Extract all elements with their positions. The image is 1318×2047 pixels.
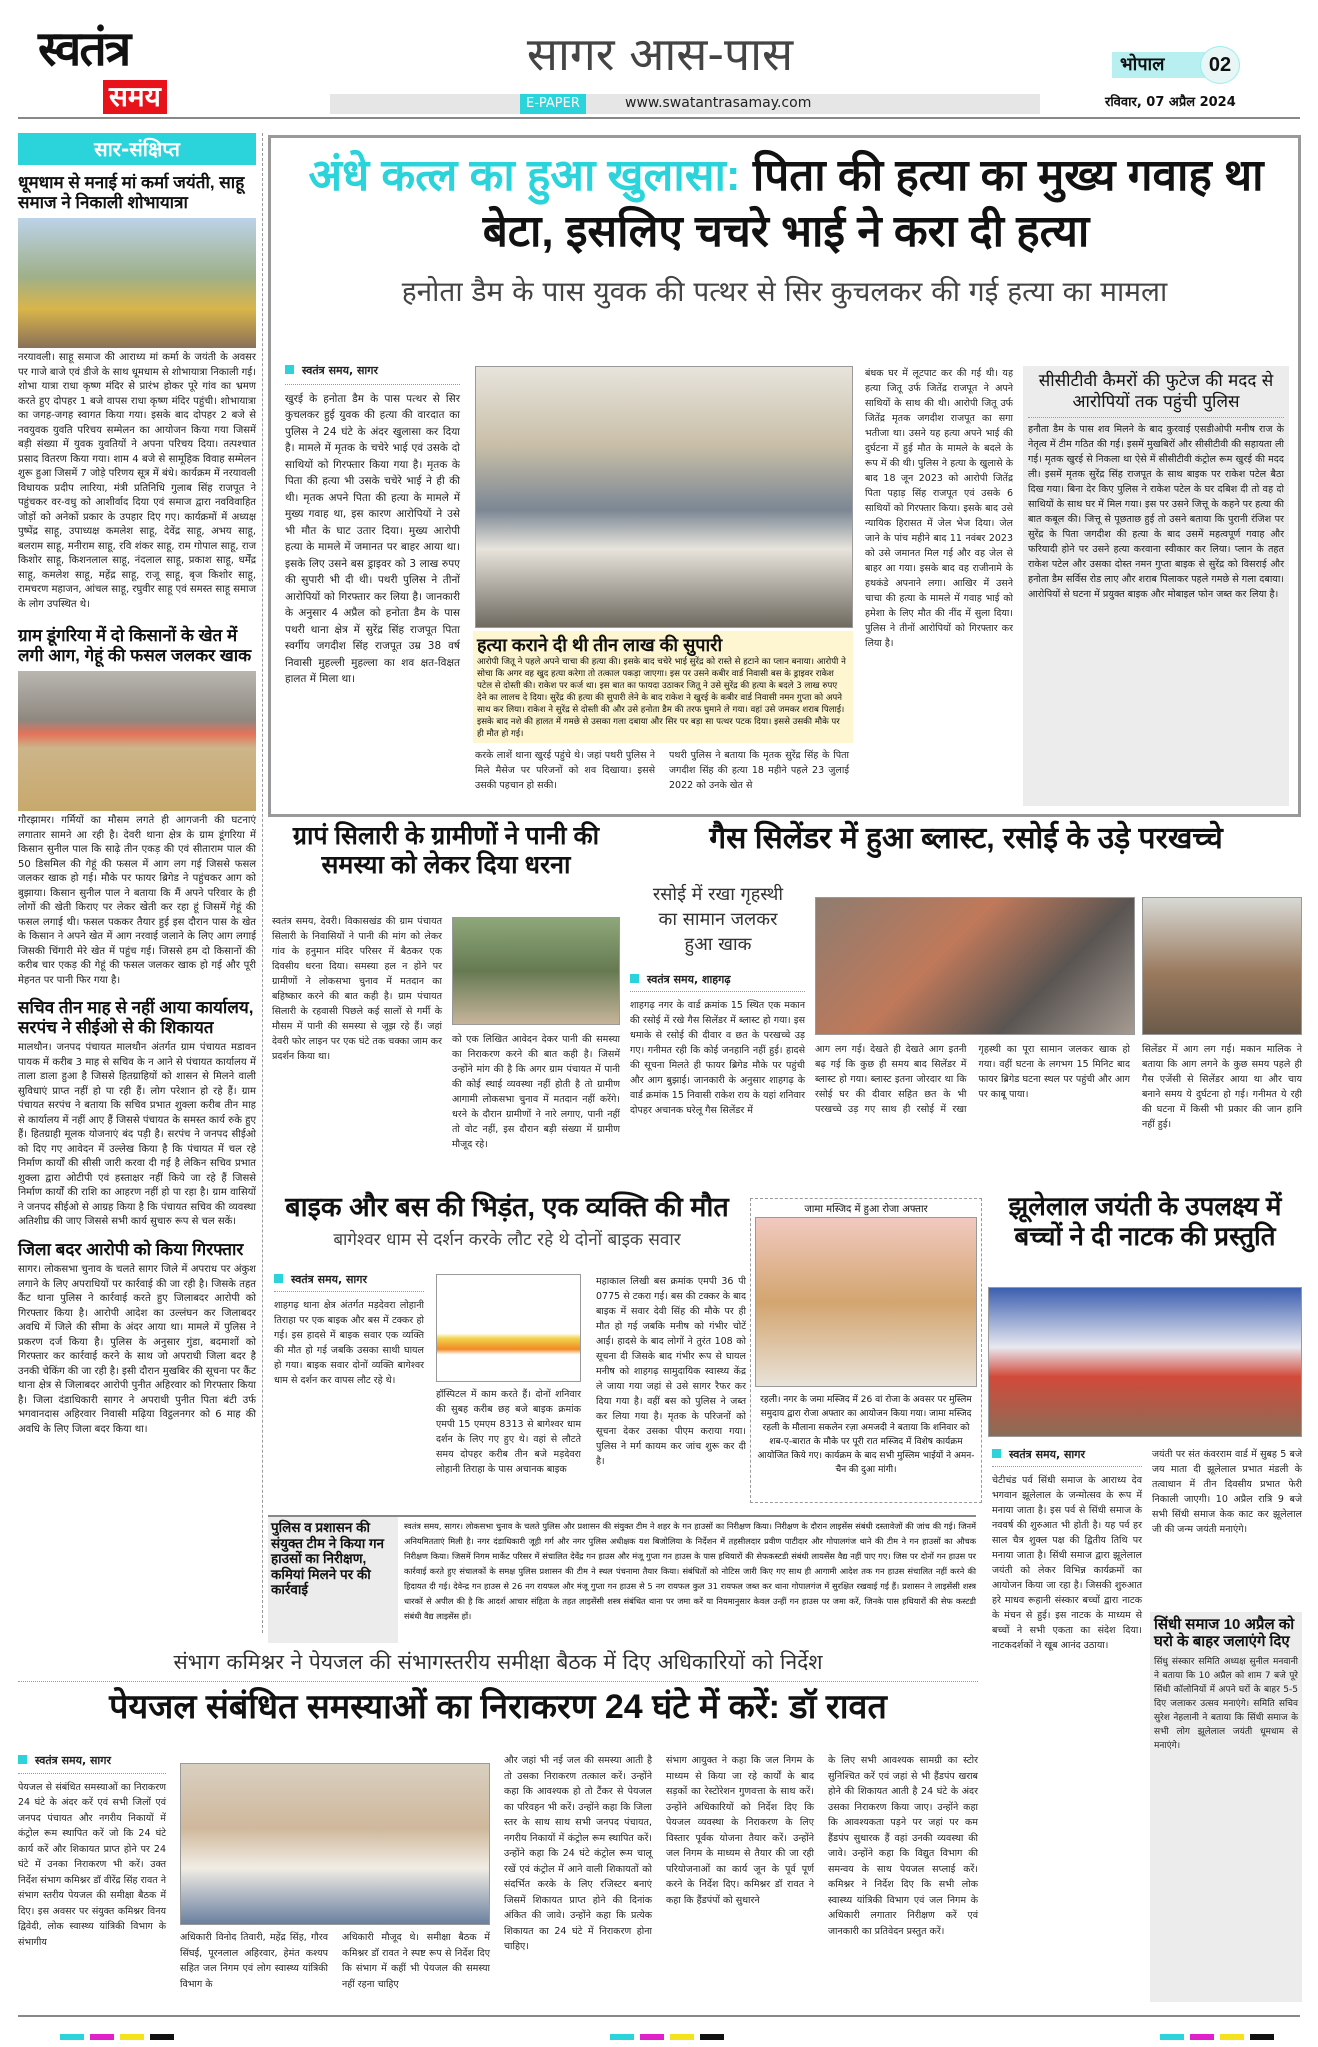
brief-body: नरयावली। साहू समाज की आराध्य मां कर्मा के जयंती के अवसर पर गाजे बाजे एवं डीजे के साथ धूमधाम से शोभायात्रा निकाली गई। शोभा यात्रा राधा कृष्ण मंदिर से प्रारंभ होकर पूरे गांव का भ्रमण करते हुए दोपहर 1 बजे वापस राधा कृष्ण मंदिर पहुंची। शोभायात्रा का जगह-जगह स्वागत किया गया। इसके बाद दोपहर 2 बजे से नवयुवक युवति परिचय सम्मेलन का आयोजन किया गया जिसमें बड़ी संख्या में युवक युवतियों ने अपना परिचय दिया। तत्पश्चात प्रसाद वितरण किया गया। शाम 4 बजे से सामूहिक विवाह सम्मेलन शुरू हुआ जिसमें 7 जोड़े परिणय सूत्र में बंधे। कार्यक्रम में नरयावली विधायक प्रदीप लारिया, मंत्री प्रतिनिधि गुलाब सिंह राजपूत ने पहुंचकर वर-वधु को आशीर्वाद दिया एवं समाज द्वारा नवविवाहित जोड़ों को अनेकों प्रकार के उपहार दिए गए। कार्यक्रमों में अध्यक्ष पुष्पेंद्र साहू, उपाध्यक्ष कमलेश साहू, देवेंद्र साहू, अभय साहू, बलराम साहू, मनीराम साहू, रवि शंकर साहू, राम गोपाल साहू, राज किशोर साहू, किशनलाल साहू, नंदलाल साहू, प्रकाश साहू, धर्मेंद्र साहू, कमलेश साहू, महेंद्र साहू, राजू साहू, बृज किशोर साहू, रामचरण महाजन, आंचल साहू, रघुवीर साहू एवं समस्त साहू समाज के लोग उपस्थित थे। (18, 352, 256, 610)
masthead-rule (18, 117, 1300, 119)
sidebar-label: सार-संक्षिप्त (18, 133, 256, 165)
page-number: 02 (1200, 46, 1240, 84)
gas-body-text: शाहगढ़ नगर के वार्ड क्रमांक 15 स्थित एक मकान की रसोई में रखे गैस सिलेंडर में ब्लास्ट हो गया। इस धमाके से रसोई की दीवार व छत के परखच्चे उड़ गए। गनीमत रही कि कोई जनहानि नहीं हुई। हादसे की सूचना मिलते ही फायर ब्रिगेड मौके पर पहुंची और आग बुझाई। जानकारी के अनुसार शाहगढ़ के वार्ड क्रमांक 15 निवासी राकेश राय के यहां शनिवार दोपहर अचानक घरेलू गैस सिलेंडर में (630, 1000, 805, 1116)
jhulelal-story (988, 1191, 1302, 1751)
brief-body: गौरझामर। गर्मियों का मौसम लगते ही आगजनी की घटनाएं लगातार सामने आ रही है। देवरी थाना क्षेत्र के ग्राम डूंगरिया में किसान सुनील पाल कि साढ़े तीन एकड़ की एवं सीताराम पाल की 50 डिसमिल की गेहूं की फसल में आग लग गई जिससे फसल जलकर खाक हो गई। मौके पर फायर ब्रिगेड ने पहुंचकर आग को बुझाया। किसान सुनील पाल ने बताया कि मैं अपने परिवार के ही लोगों की खेती किराए पर लेकर खेती कर रहा हूं जिसमें गेहूं की फसल लगाई थी। फसल पककर तैयार हुई इस दौरान पास के खेत के किसान ने अपने खेत में आग नरवाई जलाने के लिए आग लगाई जिसकी चिंगारी मेरे खेत में पहुंच गई। जिससे हम दो किसानों की करीब चार एकड़ की गेहूं की फसल जलकर खाक हो गई और पूरी मेहनत पर पानी फिर गया है। (18, 815, 256, 986)
meeting-photo (180, 1763, 490, 1925)
water-body: अधिकारी मौजूद थे। समीक्षा बैठक में कमिश्नर डॉ रावत ने स्पष्ट रूप से निर्देश दिए कि संभाग में कहीं भी पेयजल की समस्या नहीं रहना चाहिए (342, 1932, 490, 1990)
accident-illustration (436, 1274, 581, 1382)
section-title: सागर आस-पास (526, 27, 794, 81)
lead-body: खुरई के हनोता डैम के पास पत्थर से सिर कुचलकर हुई युवक की हत्या की वारदात का पुलिस ने 24 घंटे के अंदर खुलासा कर दिया है। मामले में मृतक के चचेरे भाई एवं उसके दो साथियों को गिरफ्तार किया गया है। मृतक के पिता की हत्या भी उसके चचेरे भाई ने ही की थी। मृतक अपने पिता की हत्या के मामले में मुख्य गवाह था, इस कारण आरोपियों ने उसे भी मौत के घाट उतार दिया। मुख्य आरोपी हत्या के मामले में जमानत पर बाहर आया था। इसके लिए उसने बस ड्राइवर को 3 लाख रुपए की सुपारी भी दी थी। पथरी पुलिस ने तीनों आरोपियों को गिरफ्तार कर लिया है। जानकारी के अनुसार 4 अप्रैल को हनोता डैम के पास पथरी थाना क्षेत्र में सुरेंद्र सिंह राजपूत पिता स्वर्गीय जगदीश सिंह राजपूत उम्र 38 वर्ष निवासी मुहल्ली मुहल्ला का शव क्षत-विक्षत हालत में मिला था। (285, 392, 460, 685)
gas-story (630, 822, 1302, 1182)
masjid-caption: रहली। नगर के जमा मस्जिद में 26 वां रोजा के अवसर पर मुस्लिम समुदाय द्वारा रोजा अफ्तार का आयोजन किया गया। जामा मस्जिद रहली के मौलाना सकलेन रज़ा अमजदी ने बताया कि शनिवार को शब-ए-बारात के मौके पर पूरी रात मस्जिद में विशेष कार्यक्रम आयोजित किये गए। कार्यक्रम के बाद सभी मुस्लिम भाईयों ने अमन-चैन की दुआ मांगी। (757, 1395, 975, 1475)
lead-story (268, 135, 1301, 817)
lead-body: बंधक घर में लूटपाट कर की गई थी। यह हत्या जितू उर्फ जितेंद्र राजपूत ने अपने साथियों के साथ की थी। आरोपी जितू उर्फ जितेंद्र मृतक जगदीश राजपूत का सगा भतीजा था। उसने यह हत्या अपने भाई की दुर्घटना में हुई मौत के मामले के बदले के रूप में की थी। पुलिस ने हत्या के खुलासे के बाद 18 जून 2023 को आरोपी जितेंद्र पिता पहाड़ सिंह राजपूत एवं उसके 6 साथियों को गिरफ्तार किया। इसके बाद उसे न्यायिक हिरासत में जेल भेज दिया। जेल जाने के पांच महीने बाद 11 नवंबर 2023 को उसे जमानत मिल गई और वह जेल से बाहर आ गया। इसके बाद वह राजीनामे के हथकंडे अपनाने लगा। आखिर में उसने चाचा की हत्या के मामले में गवाह भाई को हमेशा के लिए मौत की नींद में सुला दिया। पुलिस ने तीनों आरोपियों को गिरफ्तार कर लिया है। (865, 368, 1013, 649)
bike-subhead: बागेश्वर धाम से दर्शन करके लौट रहे थे दोनों बाइक सवार (333, 1230, 681, 1251)
brief-title: जिला बदर आरोपी को किया गिरफ्तार (18, 1239, 244, 1259)
issue-date: रविवार, 07 अप्रैल 2024 (1105, 95, 1236, 110)
lead-dateline: स्वतंत्र समय, सागर (285, 363, 460, 385)
epaper-label: E-PAPER (520, 94, 586, 114)
blast-debris-photo (815, 897, 1135, 1035)
cctv-body: हनौता डैम के पास शव मिलने के बाद कुरवाई एसडीओपी मनीष राज के नेतृत्व में टीम गठित की गई। इसमें मुखबिरों और सीसीटीवी की सहायता ली गई। मृतक खुरई से निकला था ऐसे में सीसीटीवी कंट्रोल रूम खुरई की मदद ली। इसमें मृतक सुरेंद्र सिंह राजपूत के साथ बाइक पर राकेश पटेल बैठा दिख गया। बिना देर किए पुलिस ने राकेश पटेल के घर दबिश दी तो वह दो साथियों के साथ घर में मिल गया। इस पर उसने जित्तू के कहने पर हत्या की बात कबूल की। जित्तू से पूछताछ हुई तो उसने बताया कि पुरानी रंजिश पर सुरेंद्र के पिता जगदीश की हत्या के बाद उसमें महत्वपूर्ण गवाह और फरियादी होने पर उसने हत्या करवाना स्वीकार कर लिया। प्लान के तहत राकेश पटेल और उसका दोस्त नमन गुप्ता बाइक से सुरेंद्र को विसराई और हनोता डैम सर्विस रोड लाए और शराब पिलाकर पहले गमछे से गला दबाया। आरोपियों से घटना में प्रयुक्त बाइक और मोबाइल फोन जब्त कर लिया है। (1028, 424, 1284, 600)
jhulelal-title: झूलेलाल जयंती के उपलक्ष्य में बच्चों ने दी नाटक की प्रस्तुति (1008, 1191, 1282, 1251)
play-photo (988, 1287, 1302, 1437)
water-story (18, 1648, 978, 2018)
protest-photo (452, 917, 620, 1025)
water-body: और जहां भी नई जल की समस्या आती है तो उसका निराकरण तत्काल करें। उन्होंने कहा कि आवश्यक हो तो टैंकर से पेयजल का परिवहन भी करें। उन्होंने कहा कि जिला स्तर के साथ साथ सभी जनपद पंचायत, नगरीय निकायों में कंट्रोल रूम स्थापित करें। उन्होंने कहा कि 24 घंटे कंट्रोल रूम चालू रखें एवं कंट्रोल में आने वाली शिकायतों को संदर्भित करके के लिए रजिस्टर बनाएं जिसमें शिकायत प्राप्त होने की दिनांक अंकित की जावे। उन्होंने कहा कि प्रत्येक शिकायत का 24 घंटे में निराकरण होना चाहिए। (504, 1755, 652, 1952)
silari-body: स्वतंत्र समय, देवरी। विकासखंड की ग्राम पंचायत सिलारी के निवासियों ने पानी की मांग को लेकर गांव के हनुमान मंदिर परिसर में बैठकर एक दिवसीय धरना दिया। समस्या हल न होने पर ग्रामीणों ने लोकसभा चुनाव में मतदान का बहिष्कार करने की बात कही है। ग्राम पंचायत सिलारी के रहवासी पिछले कई सालों से गर्मी के मौसम में पानी की समस्या से जूझ रहे हैं। जहां देवरी फोर लाइन पर एक घंटे तक चक्का जाम कर प्रदर्शन किया था। (272, 916, 442, 1062)
jhulelal-body: जयंती पर संत कंवरराम वार्ड में सुबह 5 बजे जय माता दी झूलेलाल प्रभात मंडली के तत्वाधान में तीन दिवसीय प्रभात फेरी निकाली जाएगी। 10 अप्रैल रात्रि 9 बजे सभी सिंधी समाज केक काट कर झूलेलाल जी की जन्म जयंती मनाएंगे। (1152, 1449, 1302, 1535)
brief-title: सचिव तीन माह से नहीं आया कार्यालय, सरपंच ने सीईओ से की शिकायत (18, 998, 254, 1037)
gas-dateline: स्वतंत्र समय, शाहगढ़ (630, 972, 805, 992)
gunhouse-body: स्वतंत्र समय, सागर। लोकसभा चुनाव के चलते पुलिस और प्रशासन की संयुक्त टीम ने शहर के गन हाउसों का निरीक्षण किया। निरीक्षण के दौरान लाइसेंस संबंधी दस्तावेजों की जांच की गई। जिनमें अनियमितताएं मिली है। नगर दंडाधिकारी जूही गर्ग और नगर पुलिस अधीक्षक यश बिजोलिया के निर्देशन में तहसीलदार प्रवीण पाटीदार और गोपालगंज थाने की टीम ने गन हाउसों का औचक निरीक्षण किया। जिसमें निगम मार्केट परिसर में संचालित देवेंद्र गन हाउस और मंजू गुप्ता गन हाउस के पास हथियारों की सेफकस्टडी संबंधी लायसेंस वैद्य नहीं पाए गए। जिस पर दोनों गन हाउस पर कार्रवाई करते हुए संचालकों के समक्ष पुलिस प्रशासन की टीम ने स्थल पंचनामा तैयार किया। संबंधितों को नोटिस जारी किए गए साथ ही आगामी आदेश तक गन हाउस संचालित नहीं करने की हिदायत दी गई। देवेन्द्र गन हाउस से 26 नग रायफल और मंजू गुप्ता गन हाउस से 5 नग रायफल कुल 31 रायफल जब्त कर थाना गोपालगंज में सुरक्षित रखवाई गई हैं। प्रशासन ने लाइसेंसी शस्त्र धारकों से अपील की है कि आदर्श आचार संहिता के तहत लाइसेंसी शस्त्र संबंधित थाना पर जमा करें या नियमानुसार केवल उन्हीं गन हाउस पर जमा करें, जिनके पास हथियारों की सेफ कस्टडी संबंधी वैद्य लाइसेंस हों। (404, 1521, 976, 1621)
logo-bottom: समय (103, 80, 167, 114)
water-body: अधिकारी विनोद तिवारी, महेंद्र सिंह, गौरव सिंघई, पूरनलाल अहिरवार, हेमंत कश्यप सहित जल निगम एवं लोग स्वास्थ्य यांत्रिकी विभाग के (180, 1932, 328, 1990)
supari-title: हत्या कराने दी थी तीन लाख की सुपारी (477, 635, 723, 655)
bike-bus-story (268, 1192, 746, 1502)
water-body: के लिए सभी आवश्यक सामग्री का स्टोर सुनिश्चित करें एवं जहां से भी हैंडपंप खराब होने की शिकायत आती है 24 घंटे के अंदर उसका निराकरण किया जाए। उन्होंने कहा कि आवश्यकता पड़ने पर जहां पर कम हैंडपंप सुधारक हैं वहां उनकी व्यवस्था की जावे। उन्होंने कहा कि विद्युत विभाग की समन्वय के साथ पेयजल सप्लाई करें। कमिश्नर ने निर्देश दिए कि सभी लोक स्वास्थ्य यांत्रिकी विभाग एवं जल निगम के अधिकारी लगातार निरीक्षण करें एवं जानकारी का प्रतिवेदन प्रस्तुत करें। (828, 1755, 978, 1937)
gunhouse-title: पुलिस व प्रशासन की संयुक्त टीम ने किया गन हाउसों का निरीक्षण, कमियां मिलने पर की कार्रवाई (268, 1517, 398, 1643)
gas-body (630, 972, 805, 1118)
lead-headline-highlight: अंधे कत्ल का हुआ खुलासा: (308, 151, 741, 200)
bike-body: हॉस्पिटल में काम करते हैं। दोनों शनिवार की सुबह करीब छह बजे बाइक क्रमांक एमपी 15 एमएम 8313 से बागेश्वर धाम दर्शन के लिए गए हुए थे। वहां से लौटते समय दोपहर करीब तीन बजे मड़देवरा लोहानी तिराहा के पास अचानक बाइक (436, 1389, 581, 1475)
gas-title: गैस सिलेंडर में हुआ ब्लास्ट, रसोई के उड़े परखच्चे (709, 822, 1223, 855)
brief-title: धूमधाम से मनाई मां कर्मा जयंती, साहू समाज ने निकाली शोभायात्रा (18, 173, 245, 212)
cctv-title: सीसीटीवी कैमरों की फुटेज की मदद से आरोपियों तक पहुंची पुलिस (1028, 371, 1284, 418)
accused-photo (475, 366, 853, 628)
silari-title: ग्रापं सिलारी के ग्रामीणों ने पानी की समस्या को लेकर दिया धरना (292, 822, 600, 879)
water-title: पेयजल संबंधित समस्याओं का निराकरण 24 घंटे में करें: डॉ रावत (109, 1688, 887, 1726)
edition-name: भोपाल (1120, 54, 1165, 74)
sindhi-box (1150, 1612, 1302, 2002)
procession-photo (18, 218, 256, 348)
sindhi-title: सिंधी समाज 10 अप्रैल को घरो के बाहर जलाएंगे दिए (1154, 1616, 1295, 1651)
lead-subhead: हनोता डैम के पास युवक की पत्थर से सिर कुचलकर की गई हत्या का मामला (401, 275, 1168, 308)
jhulelal-dateline: स्वतंत्र समय, सागर (992, 1447, 1142, 1467)
color-bar (1160, 2025, 1280, 2044)
brief-body: मालथौन। जनपद पंचायत मालथौन अंतर्गत ग्राम पंचायत मडावन पायक में करीब 3 माह से सचिव के न आने से पंचायत कार्यालय में ताला डाला हुआ है जिससे हितग्राहियों को शासन से मिलने वाली सुविधाएं प्राप्त नहीं हो पा रही हैं। लोग परेशान हो रहे हैं। ग्राम पंचायत सरपंच ने बताया कि सचिव प्रभात शुक्ला करीब तीन माह से कार्यालय में नहीं आए हैं जिससे पंचायत के समस्त कार्य रुके हुए हैं। हितग्राही मूलक योजनाएं बंद पड़ी है। सरपंच ने जनपद सीईओ को दिए गए आवेदन में उल्लेख किया है कि पंचायत में चल रहे निर्माण कार्यों की सीसी जारी करवा दी गई है लेकिन सचिव प्रभात शुक्ला द्वारा ओटीपी एवं हस्ताक्षर नहीं किये जा रहे हैं जिससे निर्माण कार्यों की राशि का आहरण नहीं हो पा रहा है। ग्राम वासियों ने जनपद सीईओ से आग्रह किया है कि पंचायत सचिव की व्यवस्था अतिशीघ्र की जाए जिससे सभी कार्य सुचारु रूप से चल सकें। (18, 1042, 256, 1228)
lead-headline-rest: पिता की हत्या का मुख्य गवाह था बेटा, इसलिए चचरे भाई ने करा दी हत्या (482, 151, 1264, 256)
bike-title: बाइक और बस की भिड़ंत, एक व्यक्ति की मौत (285, 1192, 729, 1222)
iftar-photo (755, 1217, 977, 1387)
lead-body: पथरी पुलिस ने बताया कि मृतक सुरेंद्र सिंह के पिता जगदीश सिंह की हत्या 18 महीने पहले 23 जुलाई 2022 को उनके खेत से (669, 750, 849, 791)
masjid-box (750, 1198, 982, 1503)
fire-photo (18, 671, 256, 811)
gas-body: सिलेंडर में आग लग गई। मकान मालिक ने बताया कि आग लगने के कुछ समय पहले ही गैस एजेंसी से सिलेंडर आया था और चाय बनाने समय ये दुर्घटना हो गई। गनीमत ये रही की घटना में किसी भी प्रकार की जान हानि नहीं हुई। (1142, 1044, 1302, 1130)
lead-col-1 (285, 363, 460, 688)
color-bar (60, 2025, 180, 2044)
jhulelal-body: चेटीचंड पर्व सिंधी समाज के आराध्य देव भगवान झूलेलाल के जन्मोत्सव के रूप में मनाया जाता है। इस पर्व से सिंधी समाज के नववर्ष की शुरुआत भी होती है। यह पर्व हर साल चैत्र शुक्ल पक्ष की द्वितीय तिथि पर मनाया जाता है। सिंधी समाज द्वारा झूलेलाल जयंती को लेकर विभिन्न कार्यक्रमों का आयोजन किया जा रहा है। जिसकी शुरुआत हरे माधव रूहानी संस्कार बच्चों द्वारा नाटक के मंचन से हुई। इस नाटक के माध्यम से बच्चों ने सभी एकता का संदेश दिया। नाटकदर्शकों ने खूब आनंद उठाया। (992, 1475, 1142, 1651)
supari-body: आरोपी जितू ने पहले अपने चाचा की हत्या की। इसके बाद चचेरे भाई सुरेंद्र को रास्ते से हटाने का प्लान बनाया। आरोपी ने सोचा कि अगर वह खुद हत्या करेगा तो तत्काल पकड़ा जाएगा। इस पर उसने कबीर वार्ड निवासी बस के ड्राइवर राकेश पटेल से दोस्ती की। राकेश पर कर्ज था। इस बात का फायदा उठाकर जितू ने उसे सुरेंद्र की हत्या के बदले 3 लाख रुपए देने का लालच दे दिया। सुरेंद्र की हत्या की सुपारी लेने के बाद राकेश ने खुरई के कबीर वार्ड निवासी नमन गुप्ता को अपने साथ कर लिया। राकेश ने सुरेंद्र से दोस्ती की और उसे हनोता डैम की तरफ घुमाने ले गया। वहां उसे जमकर शराब पिलाई। इसके बाद नशे की हालत में गमछे से उसका गला दबाया और सिर पर बड़ा सा पत्थर पटक दिया। इससे उसकी मौके पर ही मौत हो गई। (477, 656, 846, 739)
damaged-house-photo (1142, 897, 1302, 1035)
masjid-tag: जामा मस्जिद में हुआ रोजा अफ्तार (804, 1204, 928, 1215)
sidebar (18, 133, 256, 1633)
gas-body: आग लग गई। देखते ही देखते आग इतनी बढ़ गई कि कुछ ही समय बाद सिलेंडर में ब्लास्ट हो गया। ब्लास्ट इतना जोरदार था कि रसोई घर की दीवार सहित छत के भी परखच्चे उड़ गए साथ ही रसोई में रखा गृहस्थी का पूरा सामान जलकर खाक हो गया। वहीं घटना के लगभग 15 मिनिट बाद फायर ब्रिगेड घटना स्थल पर पहुंची और आग पर काबू पाया। (815, 1044, 1130, 1115)
brief-title: ग्राम डूंगरिया में दो किसानों के खेत में लगी आग, गेहूं की फसल जलकर खाक (18, 626, 252, 665)
brief-body: सागर। लोकसभा चुनाव के चलते सागर जिले में अपराध पर अंकुश लगाने के लिए अपराधियों पर कार्रवाई की जा रही है। जिसके तहत कैंट थाना पुलिस ने कार्रवाई करते हुए जिलाबदर आरोपी को गिरफ्तार किया है। आरोपी आदेश का उल्लंघन कर जिलाबदर अवधि में जिले की सीमा के अंदर आया था। मामले में पुलिस ने प्रकरण दर्ज किया है। पुलिस के अनुसार गुंडा, बदमाशों को गिरफ्तार कर कार्रवाई करने के साथ जो अपराधी जिला बदर है उनकी चेकिंग की जा रही है। इसी दौरान मुखबिर की सूचना पर कैंट थाना क्षेत्र से जिलाबदर आरोपी पुनीत अहिरवार को गिरफ्तार किया है। जिला दंडाधिकारी सागर ने अपराधी पुनीत पिता बंटी उर्फ भगवानदास अहिरवार निवासी मढ़िया विट्ठलनगर को 6 माह की अवधि के लिए जिला बदर किया था। (18, 1264, 257, 1435)
silari-story (272, 822, 620, 1182)
color-bar (610, 2025, 730, 2044)
water-body: संभाग आयुक्त ने कहा कि जल निगम के माध्यम से किया जा रहे कार्यों के बाद सड़कों का रेस्टोरेशन गुणवत्ता के साथ करें। उन्होंने अधिकारियों को निर्देश दिए कि पेयजल व्यवस्था के निराकरण के लिए विस्तार पूर्वक योजना तैयार करें। उन्होंने जल निगम के माध्यम से तैयार की जा रही परियोजनाओं का कार्य जून के पूर्व पूर्ण करने के निर्देश दिए। कमिश्नर डॉ रावत ने कहा कि हैंडपंपों को सुधारने (666, 1755, 814, 1906)
sidebar-divider (262, 133, 263, 1633)
lead-body: करके लाशें थाना खुरई पहुंचे थे। जहां पथरी पुलिस ने मिले मैसेज पर परिजनों को शव दिखाया। इससे उसकी पहचान हो सकी। (475, 750, 655, 791)
color-registration-marks (60, 2025, 1280, 2044)
masthead (0, 0, 1318, 120)
sindhi-body: सिंधु संस्कार समिति अध्यक्ष सुनील मनवानी ने बताया कि 10 अप्रैल को शाम 7 बजे पूरे सिंधी कॉलोनियों में अपने घरों के बाहर 5-5 दिए जलाकर उत्सव मनाएंगे। समिति सचिव सुरेश नेहलानी ने बताया कि सिंधी समाज के सभी लोग झूलेलाल जयंती धूमधाम से मनाएंगे। (1154, 1656, 1298, 1751)
bike-body: शाहगढ़ थाना क्षेत्र अंतर्गत मड़देवरा लोहानी तिराहा पर एक बाइक और बस में टक्कर हो गई। इस हादसे में बाइक सवार एक व्यक्ति की मौत हो गई जबकि उसका साथी घायल हो गया। बाइक सवार दोनों व्यक्ति बागेश्वर धाम से दर्शन कर वापस लौट रहे थे। (274, 1300, 424, 1386)
silari-body: को एक लिखित आवेदन देकर पानी की समस्या का निराकरण करने की बात कही है। जिसमें उन्होंने मांग की है कि अगर ग्राम पंचायत में पानी की कोई स्थाई व्यवस्था नहीं होती है तो ग्रामीण आगामी लोकसभा चुनाव में मतदान नहीं करेंगे। धरने के दौरान ग्रामीणों ने नारे लगाए, पानी नहीं तो वोट नहीं, इस दौरान बड़ी संख्या में ग्रामीण मौजूद रहे। (452, 1034, 620, 1150)
lead-headline (291, 148, 1281, 260)
water-dateline: स्वतंत्र समय, सागर (18, 1753, 166, 1774)
cctv-box (1023, 366, 1289, 806)
website-link[interactable]: www.swatantrasamay.com (625, 95, 812, 111)
water-kicker: संभाग कमिश्नर ने पेयजल की संभागस्तरीय समीक्षा बैठक में दिए अधिकारियों को निर्देश (18, 1648, 978, 1682)
water-col-1 (18, 1753, 166, 1950)
jhulelal-col-1 (992, 1447, 1142, 1653)
gunhouse-story (268, 1515, 976, 1643)
water-body: पेयजल से संबंधित समस्याओं का निराकरण 24 घंटे के अंदर करें एवं सभी जिलों एवं जनपद पंचायत और नगरीय निकायों में कंट्रोल रूम स्थापित करें जो कि 24 घंटे कार्य करें और शिकायत प्राप्त होने पर 24 घंटे में उनका निराकरण भी करें। उक्त निर्देश संभाग कमिश्नर डॉ वीरेंद्र सिंह रावत ने संभाग स्तरीय पेयजल की समीक्षा बैठक में दिए। इस अवसर पर संयुक्त कमिश्नर विनय द्विवेदी, लोक स्वास्थ्य यांत्रिकी विभाग के संभागीय (18, 1781, 166, 1948)
bike-body: महाकाल लिखी बस क्रमांक एमपी 36 पी 0775 से टकरा गई। बस की टक्कर के बाद बाइक में सवार देवी सिंह की मौके पर ही मौत हो गई जबकि मनीष को गंभीर चोटें आईं। हादसे के बाद लोगों ने तुरंत 108 को सूचना दी जिसके बाद गंभीर रूप से घायल मनीष को शाहगढ़ सामुदायिक स्वास्थ्य केंद्र ले जाया गया जहां से उसे सागर रैफर कर दिया गया है। वहीं बस को पुलिस ने जब्त कर लिया गया है। मृतक के परिजनों को सूचना देकर उसका पीएम कराया गया। पुलिस ने मर्ग कायम कर जांच शुरू कर दी है। (596, 1276, 746, 1467)
footer-rule (18, 2015, 1300, 2017)
gas-pull-quote: रसोई में रखा गृहस्थी का सामान जलकर हुआ खाक (652, 884, 784, 955)
bike-dateline: स्वतंत्र समय, सागर (274, 1272, 424, 1292)
bike-col-1 (274, 1272, 424, 1388)
logo-top: स्वतंत्र (38, 23, 130, 76)
supari-box (473, 631, 853, 743)
